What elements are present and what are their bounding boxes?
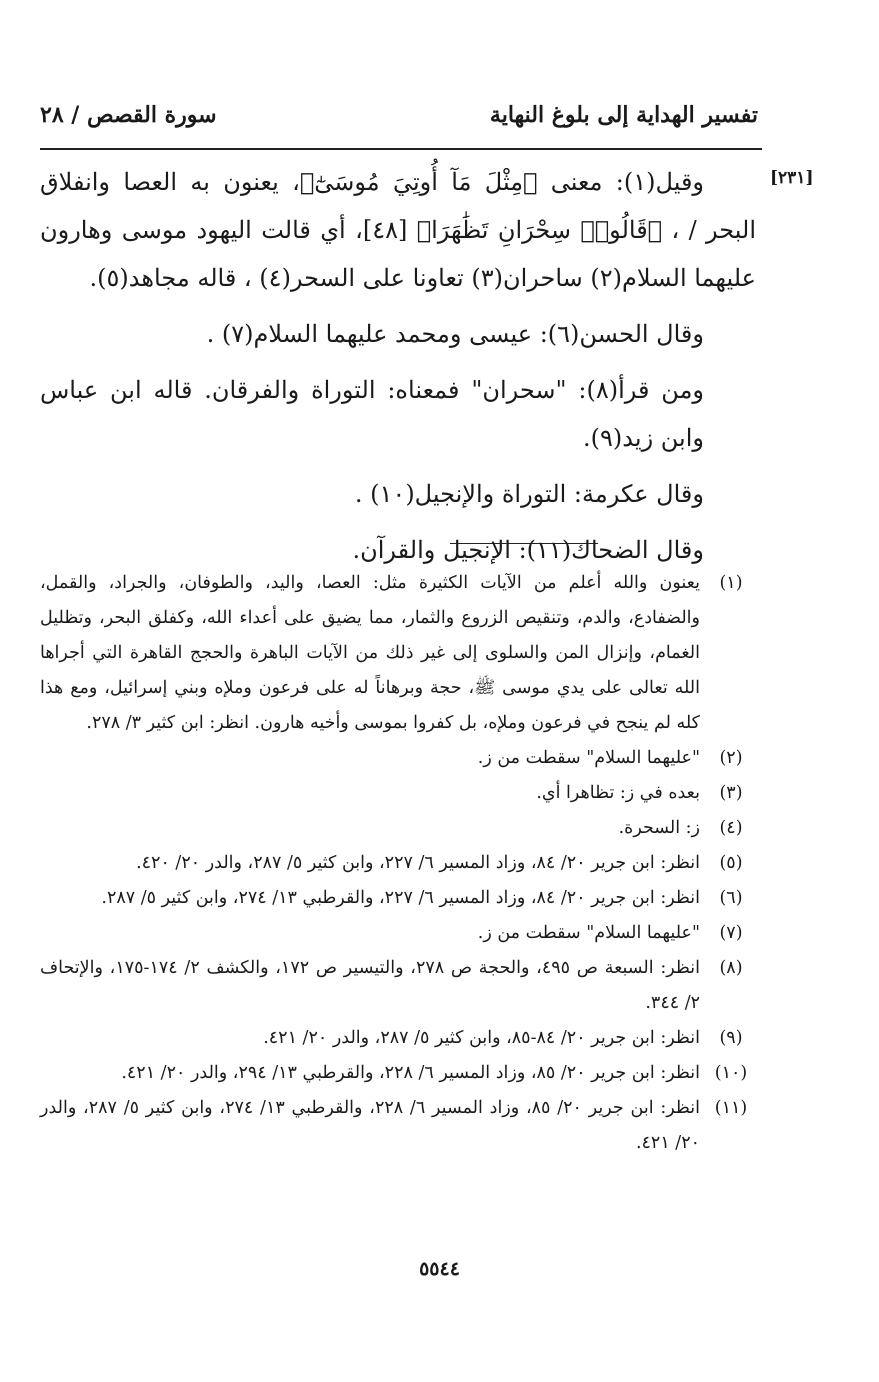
- footnote-separator: [450, 543, 598, 544]
- footnote-number: (٦): [719, 888, 743, 908]
- footnote: [40, 776, 762, 811]
- footnote-text: انظر: ابن جرير ٢٠/ ٨٥، وزاد المسير ٦/ ٢٢٨، والقرطبي ١٣/ ٢٩٤، والدر ٢٠/ ٤٢١.: [121, 1063, 700, 1083]
- footnotes: [40, 566, 762, 1161]
- footnote-text: يعنون والله أعلم من الآيات الكثيرة مثل: العصا، واليد، والطوفان، والجراد، والقمل، والضفادع، والدم، وتنقيص الزروع والثمار، مما يضيق على أعداء الله، وكفلق البحر، وتظليل الغمام، وإنزال المن والسلوى إلى غير ذلك من الآيات الباهرة والحجج القاهرة التي أجراها الله تعالى على يدي موسى ﷺ، حجة وبرهاناً له على فرعون وملإه وبني إسرائيل، ومع هذا كله لم ينجح في فرعون وملإه، بل كفروا بموسى وأخيه هارون. انظر: ابن كثير ٣/ ٢٧٨.: [40, 573, 700, 733]
- main-paragraph: وقال الضحاك(١١): الإنجيل والقرآن.: [352, 536, 704, 564]
- footnote-text: "عليهما السلام" سقطت من ز.: [477, 748, 700, 768]
- main-paragraph: وقيل(١): معنى ﴿مِثْلَ مَآ أُوتِيَ مُوسَىٰٓ﴾، يعنون به العصا وانفلاق البحر / ، ﴿قَالُوا۟ سِحْرَانِ تَظَٰهَرَا﴾ [٤٨]، أي قالت اليهود موسى وهارون عليهما السلام(٢) ساحران(٣) تعاونا على السحر(٤) ، قاله مجاهد(٥).: [40, 168, 756, 292]
- footnote: [40, 951, 762, 1021]
- footnote: [40, 741, 762, 776]
- main-paragraph: وقال الحسن(٦): عيسى ومحمد عليهما السلام(٧) .: [206, 320, 704, 348]
- surah-label: سورة القصص / ٢٨: [40, 102, 217, 128]
- footnote-number: (٨): [719, 958, 743, 978]
- footnote-text: انظر: ابن جرير ٢٠/ ٨٤، وزاد المسير ٦/ ٢٢٧، وابن كثير ٥/ ٢٨٧، والدر ٢٠/ ٤٢٠.: [136, 853, 700, 873]
- footnote: [40, 811, 762, 846]
- footnote: [40, 1091, 762, 1161]
- footnote: [40, 916, 762, 951]
- footnote-number: (١): [719, 573, 743, 593]
- footnote-text: بعده في ز: تظاهرا أي.: [536, 783, 700, 803]
- main-paragraph: ومن قرأ(٨): "سحران" فمعناه: التوراة والفرقان. قاله ابن عباس وابن زيد(٩).: [40, 376, 705, 452]
- footnote-number: (١١): [714, 1098, 748, 1118]
- footnote-text: ز: السحرة.: [618, 818, 700, 838]
- running-header: [40, 92, 758, 138]
- footnote-number: (١٠): [714, 1063, 748, 1083]
- footnote-text: انظر: السبعة ص ٤٩٥، والحجة ص ٢٧٨، والتيسير ص ١٧٢، والكشف ٢/ ١٧٤-١٧٥، والإتحاف ٢/ ٣٤٤.: [40, 958, 700, 1013]
- footnote-number: (٥): [719, 853, 743, 873]
- footnote: [40, 566, 762, 741]
- header-divider: [40, 148, 762, 150]
- footnote-text: انظر: ابن جرير ٢٠/ ٨٥، وزاد المسير ٦/ ٢٢٨، والقرطبي ١٣/ ٢٧٤، وابن كثير ٥/ ٢٨٧، والدر ٢٠/ ٤٢١.: [40, 1098, 700, 1153]
- page-number: ٥٥٤٤: [419, 1258, 460, 1280]
- footnote-text: "عليهما السلام" سقطت من ز.: [477, 923, 700, 943]
- footnote: [40, 881, 762, 916]
- footnote-number: (٧): [719, 923, 743, 943]
- footnote-text: انظر: ابن جرير ٢٠/ ٨٤-٨٥، وابن كثير ٥/ ٢٨٧، والدر ٢٠/ ٤٢١.: [263, 1028, 700, 1048]
- footnote: [40, 1021, 762, 1056]
- margin-reference: [٢٣١]: [770, 168, 814, 188]
- main-paragraph: وقال عكرمة: التوراة والإنجيل(١٠) .: [354, 480, 704, 508]
- main-text: [40, 158, 756, 574]
- footnote-number: (٤): [719, 818, 743, 838]
- footnote: [40, 846, 762, 881]
- footnote: [40, 1056, 762, 1091]
- footnote-number: (٩): [719, 1028, 743, 1048]
- footnote-number: (٢): [719, 748, 743, 768]
- footnote-text: انظر: ابن جرير ٢٠/ ٨٤، وزاد المسير ٦/ ٢٢٧، والقرطبي ١٣/ ٢٧٤، وابن كثير ٥/ ٢٨٧.: [101, 888, 700, 908]
- book-title: تفسير الهداية إلى بلوغ النهاية: [489, 102, 758, 128]
- footnote-number: (٣): [719, 783, 743, 803]
